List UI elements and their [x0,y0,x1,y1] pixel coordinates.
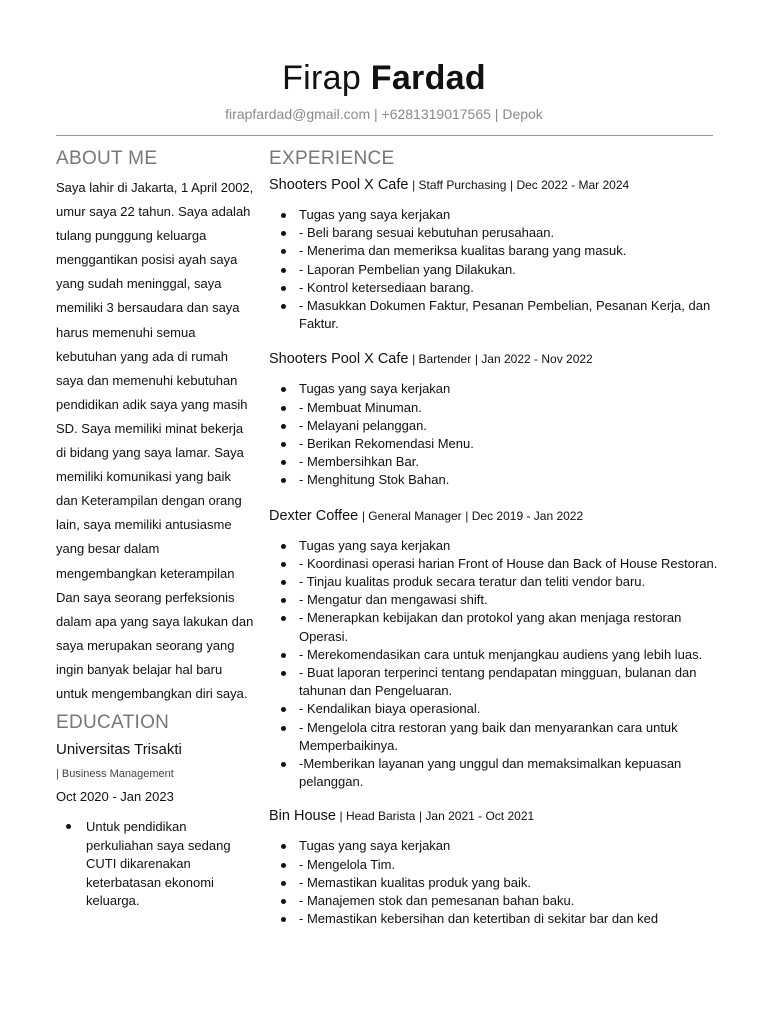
list-item: - Mengatur dan mengawasi shift. [269,591,719,609]
job-header [269,176,719,194]
first-name: Firap [282,59,362,97]
company-name: Shooters Pool X Cafe [269,177,409,193]
company-name: Bin House [269,808,336,825]
header-divider [56,135,713,136]
list-item: - Membuat Minuman. [269,399,719,417]
school-name: Universitas Trisakti [56,741,182,759]
list-item: - Menerapkan kebijakan dan protokol yang akan menjaga restoran Operasi. [269,609,719,645]
job-entry [269,507,719,792]
list-item: - Merekomendasikan cara untuk menjangkau audiens yang lebih luas. [269,646,719,664]
list-item: - Menerima dan memeriksa kualitas barang yang masuk. [269,242,719,260]
last-name: Fardad [370,59,486,97]
job-header [269,350,719,368]
list-item: - Mengelola Tim. [269,856,719,874]
list-item: Tugas yang saya kerjakan [269,206,719,224]
education-dates: Oct 2020 - Jan 2023 [56,789,174,805]
list-item: - Berikan Rekomendasi Menu. [269,435,719,453]
list-item: - Melayani pelanggan. [269,417,719,435]
right-column [269,146,719,929]
list-item: - Beli barang sesuai kebutuhan perusahaan. [269,224,719,242]
job-dates: | Jan 2021 - Oct 2021 [418,809,535,824]
resume-header [0,56,768,122]
list-item: - Koordinasi operasi harian Front of House dan Back of House Restoran. [269,555,719,573]
job-list [269,176,719,929]
list-item: Tugas yang saya kerjakan [269,380,719,398]
major: | Business Management [56,768,174,781]
job-bullets [269,206,719,333]
job-role: | General Manager [361,508,462,523]
list-item: - Memastikan kualitas produk yang baik. [269,874,719,892]
list-item: - Masukkan Dokumen Faktur, Pesanan Pembelian, Pesanan Kerja, dan Faktur. [269,297,719,333]
company-name: Shooters Pool X Cafe [269,351,409,368]
job-role: | Bartender [412,352,472,367]
list-item: Tugas yang saya kerjakan [269,537,719,555]
job-header [269,807,719,825]
list-item: - Manajemen stok dan pemesanan bahan baku. [269,892,719,910]
job-header [269,507,719,525]
list-item: - Buat laporan terperinci tentang pendapatan mingguan, bulanan dan tahunan dan Pengeluaran. [269,664,719,700]
left-column [56,146,256,911]
job-dates: | Dec 2019 - Jan 2022 [465,508,584,523]
job-entry [269,176,719,333]
list-item: Untuk pendidikan perkuliahan saya sedang CUTI dikarenakan keterbatasan ekonomi keluarga. [56,818,256,911]
list-item: - Tinjau kualitas produk secara teratur dan teliti vendor baru. [269,573,719,591]
about-text: Saya lahir di Jakarta, 1 April 2002, umur saya 22 tahun. Saya adalah tulang punggung keluarga menggantikan posisi ayah saya yang sudah meninggal, saya memiliki 3 bersaudara dan saya harus memenuhi semua kebutuhan yang ada di rumah saya dan memenuhi kebutuhan pendidikan adik saya yang masih SD. Saya memiliki minat bekerja di bidang yang saya lamar. Saya memiliki komunikasi yang baik dan Keterampilan dengan orang lain, saya memiliki antusiasme yang besar dalam mengembangkan keterampilan Dan saya seorang perfeksionis dalam apa yang saya lakukan dan saya merupakan seorang yang ingin banyak belajar hal baru untuk mengembangkan diri saya. [56,180,254,701]
list-item: - Laporan Pembelian yang Dilakukan. [269,261,719,279]
list-item: - Menghitung Stok Bahan. [269,471,719,489]
job-bullets [269,837,719,928]
experience-title: EXPERIENCE [269,148,395,169]
job-role: | Head Barista [339,809,416,824]
job-entry [269,807,719,928]
job-dates: | Dec 2022 - Mar 2024 [510,178,630,192]
job-entry [269,350,719,489]
contact-line: firapfardad@gmail.com | +6281319017565 | Depok [225,106,543,122]
job-bullets [269,380,719,489]
job-bullets [269,537,719,792]
job-role: | Staff Purchasing [412,178,507,192]
education-bullets [56,818,256,911]
job-dates: | Jan 2022 - Nov 2022 [474,352,593,367]
candidate-name [0,56,768,100]
list-item: - Mengelola citra restoran yang baik dan menyarankan cara untuk Memperbaikinya. [269,719,719,755]
about-title: ABOUT ME [56,148,158,169]
list-item: Tugas yang saya kerjakan [269,837,719,855]
education-title: EDUCATION [56,712,170,734]
list-item: - Kendalikan biaya operasional. [269,700,719,718]
list-item: -Memberikan layanan yang unggul dan memaksimalkan kepuasan pelanggan. [269,755,719,791]
list-item: - Membersihkan Bar. [269,453,719,471]
company-name: Dexter Coffee [269,507,359,524]
list-item: - Kontrol ketersediaan barang. [269,279,719,297]
list-item: - Memastikan kebersihan dan ketertiban di sekitar bar dan ked [269,910,719,928]
